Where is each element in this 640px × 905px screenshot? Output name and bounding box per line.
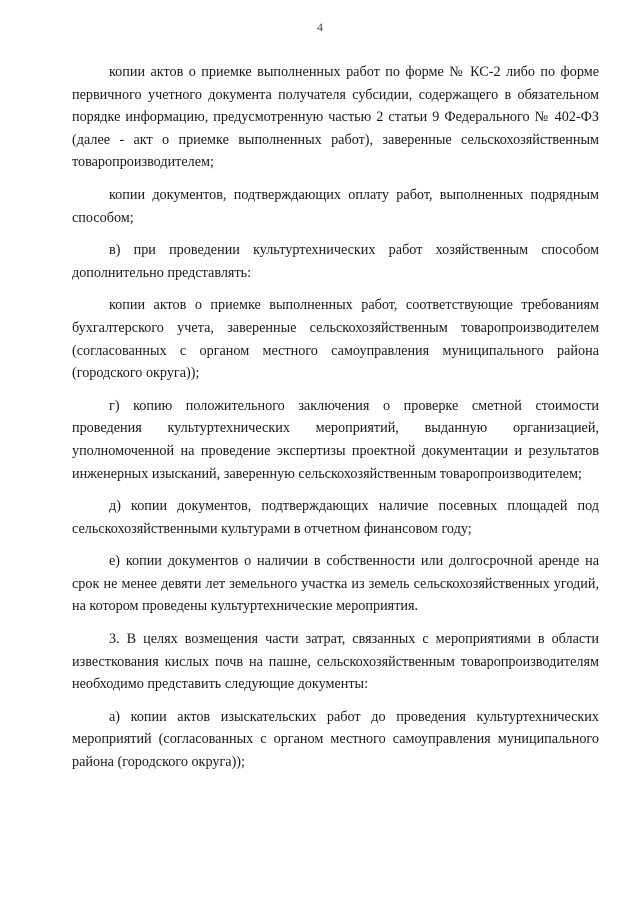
paragraph-accounting-acts: копии актов о приемке выполненных работ, соответствующие требованиям бухгалтерского учета, заверенные сельскохозяйственным товаропроизводителем (согласованных с органом местного самоуправления муниципального района (городского округа));: [72, 297, 599, 382]
paragraph-item-a: а) копии актов изыскательских работ до проведения культуртехнических мероприятий (согласованных с органом местного самоуправления муниципального района (городского округа));: [72, 708, 599, 771]
paragraph-section-3: 3. В целях возмещения части затрат, связанных с мероприятиями в области известкования кислых почв на пашне, сельскохозяйственным товаропроизводителям необходимо представить следующие документы:: [72, 631, 599, 693]
document-body: [72, 61, 599, 774]
page-number: 4: [317, 20, 323, 34]
paragraph-payment-documents: копии документов, подтверждающих оплату работ, выполненных подрядным способом;: [72, 186, 599, 226]
paragraph-ks2-acts: копии актов о приемке выполненных работ по форме № КС-2 либо по форме первичного учетного документа получателя субсидии, содержащего в обязательном порядке информацию, предусмотренную частью 2 статьи 9 Федерального № 402-ФЗ (далее - акт о приемке выполненных работ), заверенные сельскохозяйственным товаропроизводителем;: [72, 64, 599, 171]
paragraph-item-g: г) копию положительного заключения о проверке сметной стоимости проведения культуртехнических мероприятий, выданную организацией, уполномоченной на проведение экспертизы проектной документации и результатов инженерных изысканий, заверенную сельскохозяйственным товаропроизводителем;: [72, 397, 599, 482]
paragraph-item-d: д) копии документов, подтверждающих наличие посевных площадей под сельскохозяйственными культурами в отчетном финансовом году;: [72, 498, 599, 537]
paragraph-item-v: в) при проведении культуртехнических работ хозяйственным способом дополнительно представлять:: [72, 242, 599, 281]
paragraph-item-e: е) копии документов о наличии в собственности или долгосрочной аренде на срок не менее девяти лет земельного участка из земель сельскохозяйственных угодий, на котором проведены культуртехнические мероприятия.: [72, 553, 599, 615]
